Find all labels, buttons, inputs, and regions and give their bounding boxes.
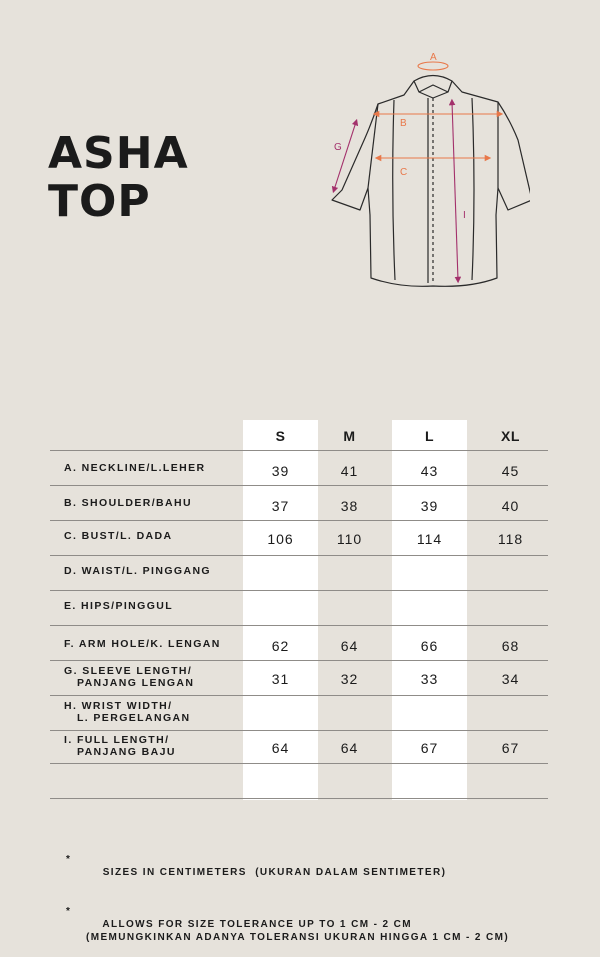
title-line-1: ASHA [48,128,189,179]
title-line-2: TOP [48,176,151,227]
row-label: I. FULL LENGTH/ PANJANG BAJU [64,734,176,758]
value-s: 31 [271,671,290,687]
size-header-m: M [343,428,356,444]
label-b: B [400,118,407,129]
label-a: A [430,52,437,63]
value-m: 64 [340,740,359,756]
value-m: 38 [340,498,359,514]
size-notes [66,840,509,957]
value-xl: 68 [501,638,520,654]
table-row-full-length [50,731,548,764]
note-text: ALLOWS FOR SIZE TOLERANCE UP TO 1 CM - 2 CM (MEMUNGKINKAN ADANYA TOLERANSI UKURAN HINGGA 1 CM - 2 CM) [86,919,510,943]
product-title [48,130,189,226]
value-m: 64 [340,638,359,654]
row-label: B. SHOULDER/BAHU [64,497,192,509]
table-row-neckline [50,451,548,486]
value-l: 67 [420,740,439,756]
row-label: D. WAIST/L. PINGGANG [64,565,212,577]
size-chart-table [50,420,548,800]
length-measure-i [452,102,458,280]
table-row-arm-hole [50,626,548,661]
table-row-waist [50,556,548,591]
value-m: 32 [340,671,359,687]
value-s: 64 [271,740,290,756]
value-s: 39 [271,463,290,479]
table-row-wrist-width [50,696,548,731]
note-text: SIZES IN CENTIMETERS (UKURAN DALAM SENTIMETER) [102,867,447,878]
value-xl: 40 [501,498,520,514]
shirt-outline [332,76,530,287]
table-row-hips [50,591,548,626]
value-m: 41 [340,463,359,479]
value-xl: 118 [497,531,524,547]
row-label: C. BUST/L. DADA [64,530,173,542]
row-label: F. ARM HOLE/K. LENGAN [64,638,221,650]
row-label: E. HIPS/PINGGUL [64,600,174,612]
value-m: 110 [336,531,363,547]
value-xl: 34 [501,671,520,687]
value-l: 39 [420,498,439,514]
label-c: C [400,167,408,178]
neck-measure-a [418,62,448,70]
value-l: 114 [416,531,443,547]
label-i: I [463,210,466,221]
table-row-shoulder [50,486,548,521]
value-s: 106 [267,531,294,547]
value-l: 43 [420,463,439,479]
table-row-empty [50,764,548,799]
note-item [66,840,509,892]
value-s: 62 [271,638,290,654]
size-header-s: S [275,428,286,444]
row-label: G. SLEEVE LENGTH/ PANJANG LENGAN [64,665,195,689]
size-header-xl: XL [501,428,520,444]
value-xl: 67 [501,740,520,756]
value-s: 37 [271,498,290,514]
note-item [66,892,509,957]
size-header-l: L [424,428,435,444]
table-row-bust [50,521,548,556]
value-l: 33 [420,671,439,687]
table-row-sleeve-length [50,661,548,696]
value-xl: 45 [501,463,520,479]
note-bullet: * [66,906,72,917]
shirt-measurement-diagram [320,40,530,300]
sleeve-measure-g [334,122,356,190]
row-label: H. WRIST WIDTH/ L. PERGELANGAN [64,700,191,724]
row-label: A. NECKLINE/L.LEHER [64,462,206,474]
value-l: 66 [420,638,439,654]
label-g: G [334,142,342,153]
note-bullet: * [66,854,72,865]
